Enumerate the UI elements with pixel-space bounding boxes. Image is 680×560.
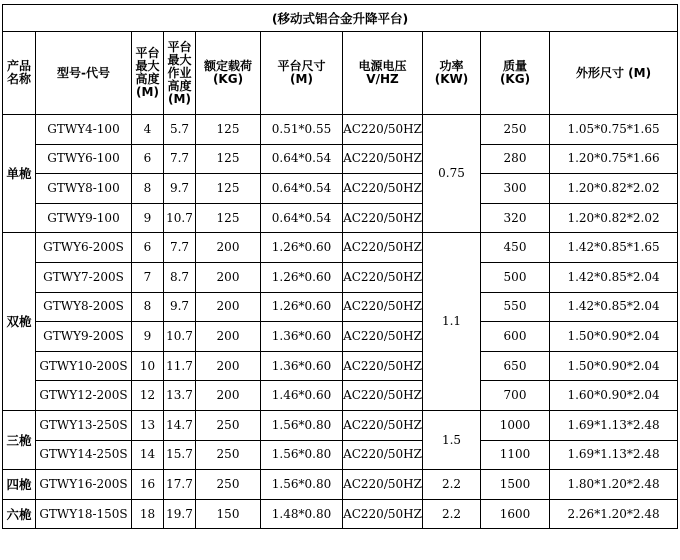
dimensions-cell: 1.42*0.85*2.04 <box>550 292 678 322</box>
dimensions-cell: 1.60*0.90*2.04 <box>550 381 678 411</box>
model-cell: GTWY8-200S <box>36 292 132 322</box>
weight-cell: 250 <box>481 115 550 145</box>
power-cell: 2.2 <box>423 499 481 529</box>
rated-load-cell: 200 <box>196 292 261 322</box>
model-cell: GTWY16-200S <box>36 470 132 500</box>
table-row <box>3 233 678 263</box>
header-category <box>3 32 36 115</box>
table-row <box>3 499 678 529</box>
spec-table-container <box>2 4 677 529</box>
model-cell: GTWY9-200S <box>36 322 132 352</box>
header-power-line-2: (KW) <box>434 72 469 86</box>
voltage-cell: AC220/50HZ <box>343 499 423 529</box>
header-work-height-line-3: 作业 <box>167 65 192 80</box>
voltage-cell: AC220/50HZ <box>343 410 423 440</box>
table-row <box>3 262 678 292</box>
work-height-cell: 5.7 <box>164 115 196 145</box>
work-height-cell: 10.7 <box>164 203 196 233</box>
group-name-cell: 六桅 <box>3 499 36 529</box>
max-height-cell: 9 <box>132 203 164 233</box>
voltage-cell: AC220/50HZ <box>343 322 423 352</box>
weight-cell: 650 <box>481 351 550 381</box>
voltage-cell: AC220/50HZ <box>343 203 423 233</box>
dimensions-cell: 1.50*0.90*2.04 <box>550 322 678 352</box>
voltage-cell: AC220/50HZ <box>343 144 423 174</box>
rated-load-cell: 200 <box>196 233 261 263</box>
header-work-height-line-5: (M) <box>168 91 191 106</box>
rated-load-cell: 125 <box>196 203 261 233</box>
header-max-height-line-4: (M) <box>136 85 159 99</box>
header-row <box>3 32 678 115</box>
model-cell: GTWY7-200S <box>36 262 132 292</box>
header-work-height-line-2: 最大 <box>167 52 192 67</box>
weight-cell: 1500 <box>481 470 550 500</box>
rated-load-cell: 200 <box>196 322 261 352</box>
platform-size-cell: 1.26*0.60 <box>261 292 343 322</box>
work-height-cell: 11.7 <box>164 351 196 381</box>
voltage-cell: AC220/50HZ <box>343 351 423 381</box>
dimensions-cell: 1.80*1.20*2.48 <box>550 470 678 500</box>
rated-load-cell: 150 <box>196 499 261 529</box>
platform-size-cell: 1.36*0.60 <box>261 322 343 352</box>
model-cell: GTWY9-100 <box>36 203 132 233</box>
table-row <box>3 144 678 174</box>
weight-cell: 700 <box>481 381 550 411</box>
weight-cell: 280 <box>481 144 550 174</box>
header-category-line-1: 产品 <box>6 59 31 73</box>
max-height-cell: 8 <box>132 174 164 204</box>
work-height-cell: 10.7 <box>164 322 196 352</box>
voltage-cell: AC220/50HZ <box>343 115 423 145</box>
weight-cell: 550 <box>481 292 550 322</box>
max-height-cell: 6 <box>132 144 164 174</box>
max-height-cell: 12 <box>132 381 164 411</box>
work-height-cell: 19.7 <box>164 499 196 529</box>
header-voltage <box>343 32 423 115</box>
platform-size-cell: 1.26*0.60 <box>261 262 343 292</box>
dimensions-cell: 1.05*0.75*1.65 <box>550 115 678 145</box>
model-cell: GTWY14-250S <box>36 440 132 470</box>
max-height-cell: 7 <box>132 262 164 292</box>
header-voltage-line-2: V/HZ <box>366 72 399 86</box>
max-height-cell: 13 <box>132 410 164 440</box>
voltage-cell: AC220/50HZ <box>343 262 423 292</box>
weight-cell: 1000 <box>481 410 550 440</box>
model-cell: GTWY6-200S <box>36 233 132 263</box>
max-height-cell: 18 <box>132 499 164 529</box>
table-row <box>3 203 678 233</box>
table-row <box>3 440 678 470</box>
header-platform-size-line-1: 平台尺寸 <box>277 59 326 73</box>
header-weight-line-2: (KG) <box>499 72 531 86</box>
table-row <box>3 174 678 204</box>
rated-load-cell: 125 <box>196 174 261 204</box>
model-cell: GTWY4-100 <box>36 115 132 145</box>
header-voltage-line-1: 电源电压 <box>358 59 407 73</box>
platform-size-cell: 1.56*0.80 <box>261 440 343 470</box>
work-height-cell: 9.7 <box>164 292 196 322</box>
voltage-cell: AC220/50HZ <box>343 292 423 322</box>
header-weight-line-1: 质量 <box>502 59 527 73</box>
max-height-cell: 16 <box>132 470 164 500</box>
work-height-cell: 13.7 <box>164 381 196 411</box>
platform-size-cell: 1.48*0.80 <box>261 499 343 529</box>
platform-size-cell: 1.36*0.60 <box>261 351 343 381</box>
weight-cell: 500 <box>481 262 550 292</box>
rated-load-cell: 250 <box>196 440 261 470</box>
spec-table <box>2 4 678 529</box>
dimensions-cell: 1.20*0.75*1.66 <box>550 144 678 174</box>
work-height-cell: 8.7 <box>164 262 196 292</box>
title-row <box>3 5 678 32</box>
rated-load-cell: 125 <box>196 115 261 145</box>
power-cell: 1.1 <box>423 233 481 411</box>
rated-load-cell: 200 <box>196 381 261 411</box>
group-name-cell: 双桅 <box>3 233 36 411</box>
table-row <box>3 351 678 381</box>
voltage-cell: AC220/50HZ <box>343 233 423 263</box>
max-height-cell: 10 <box>132 351 164 381</box>
dimensions-cell: 1.69*1.13*2.48 <box>550 440 678 470</box>
dimensions-cell: 1.20*0.82*2.02 <box>550 174 678 204</box>
table-row <box>3 470 678 500</box>
max-height-cell: 9 <box>132 322 164 352</box>
work-height-cell: 9.7 <box>164 174 196 204</box>
work-height-cell: 17.7 <box>164 470 196 500</box>
platform-size-cell: 1.46*0.60 <box>261 381 343 411</box>
header-platform-size <box>261 32 343 115</box>
platform-size-cell: 0.64*0.54 <box>261 144 343 174</box>
dimensions-cell: 1.50*0.90*2.04 <box>550 351 678 381</box>
platform-size-cell: 1.56*0.80 <box>261 410 343 440</box>
table-row <box>3 381 678 411</box>
dimensions-cell: 1.42*0.85*2.04 <box>550 262 678 292</box>
rated-load-cell: 250 <box>196 470 261 500</box>
table-row <box>3 410 678 440</box>
platform-size-cell: 1.56*0.80 <box>261 470 343 500</box>
max-height-cell: 8 <box>132 292 164 322</box>
weight-cell: 450 <box>481 233 550 263</box>
power-cell: 2.2 <box>423 470 481 500</box>
model-cell: GTWY10-200S <box>36 351 132 381</box>
table-row <box>3 292 678 322</box>
weight-cell: 300 <box>481 174 550 204</box>
header-work-height <box>164 32 196 115</box>
model-cell: GTWY8-100 <box>36 174 132 204</box>
platform-size-cell: 0.64*0.54 <box>261 174 343 204</box>
group-name-cell: 四桅 <box>3 470 36 500</box>
weight-cell: 1600 <box>481 499 550 529</box>
table-title: (移动式铝合金升降平台) <box>3 5 678 32</box>
model-cell: GTWY6-100 <box>36 144 132 174</box>
weight-cell: 600 <box>481 322 550 352</box>
group-name-cell: 单桅 <box>3 115 36 233</box>
weight-cell: 320 <box>481 203 550 233</box>
rated-load-cell: 200 <box>196 351 261 381</box>
rated-load-cell: 125 <box>196 144 261 174</box>
header-max-height-line-2: 最大 <box>135 59 160 73</box>
table-row <box>3 115 678 145</box>
header-max-height-line-3: 高度 <box>135 72 160 86</box>
header-max-height-line-1: 平台 <box>135 46 160 60</box>
platform-size-cell: 0.51*0.55 <box>261 115 343 145</box>
header-max-height <box>132 32 164 115</box>
table-row <box>3 322 678 352</box>
voltage-cell: AC220/50HZ <box>343 470 423 500</box>
work-height-cell: 7.7 <box>164 144 196 174</box>
group-name-cell: 三桅 <box>3 410 36 469</box>
work-height-cell: 15.7 <box>164 440 196 470</box>
dimensions-cell: 1.69*1.13*2.48 <box>550 410 678 440</box>
power-cell: 1.5 <box>423 410 481 469</box>
voltage-cell: AC220/50HZ <box>343 381 423 411</box>
rated-load-cell: 250 <box>196 410 261 440</box>
power-cell: 0.75 <box>423 115 481 233</box>
dimensions-cell: 1.20*0.82*2.02 <box>550 203 678 233</box>
voltage-cell: AC220/50HZ <box>343 440 423 470</box>
work-height-cell: 14.7 <box>164 410 196 440</box>
header-dimensions: 外形尺寸 (M) <box>550 32 678 115</box>
dimensions-cell: 1.42*0.85*1.65 <box>550 233 678 263</box>
header-model: 型号-代号 <box>36 32 132 115</box>
voltage-cell: AC220/50HZ <box>343 174 423 204</box>
dimensions-cell: 2.26*1.20*2.48 <box>550 499 678 529</box>
platform-size-cell: 1.26*0.60 <box>261 233 343 263</box>
max-height-cell: 4 <box>132 115 164 145</box>
header-work-height-line-4: 高度 <box>167 78 192 93</box>
model-cell: GTWY13-250S <box>36 410 132 440</box>
header-platform-size-line-2: (M) <box>290 72 313 86</box>
model-cell: GTWY18-150S <box>36 499 132 529</box>
header-power-line-1: 功率 <box>439 59 464 73</box>
max-height-cell: 14 <box>132 440 164 470</box>
header-category-line-2: 名称 <box>6 72 31 86</box>
weight-cell: 1100 <box>481 440 550 470</box>
max-height-cell: 6 <box>132 233 164 263</box>
platform-size-cell: 0.64*0.54 <box>261 203 343 233</box>
header-weight <box>481 32 550 115</box>
header-power <box>423 32 481 115</box>
work-height-cell: 7.7 <box>164 233 196 263</box>
header-work-height-line-1: 平台 <box>167 39 192 54</box>
header-rated-load: 额定载荷 (KG) <box>196 32 261 115</box>
rated-load-cell: 200 <box>196 262 261 292</box>
model-cell: GTWY12-200S <box>36 381 132 411</box>
